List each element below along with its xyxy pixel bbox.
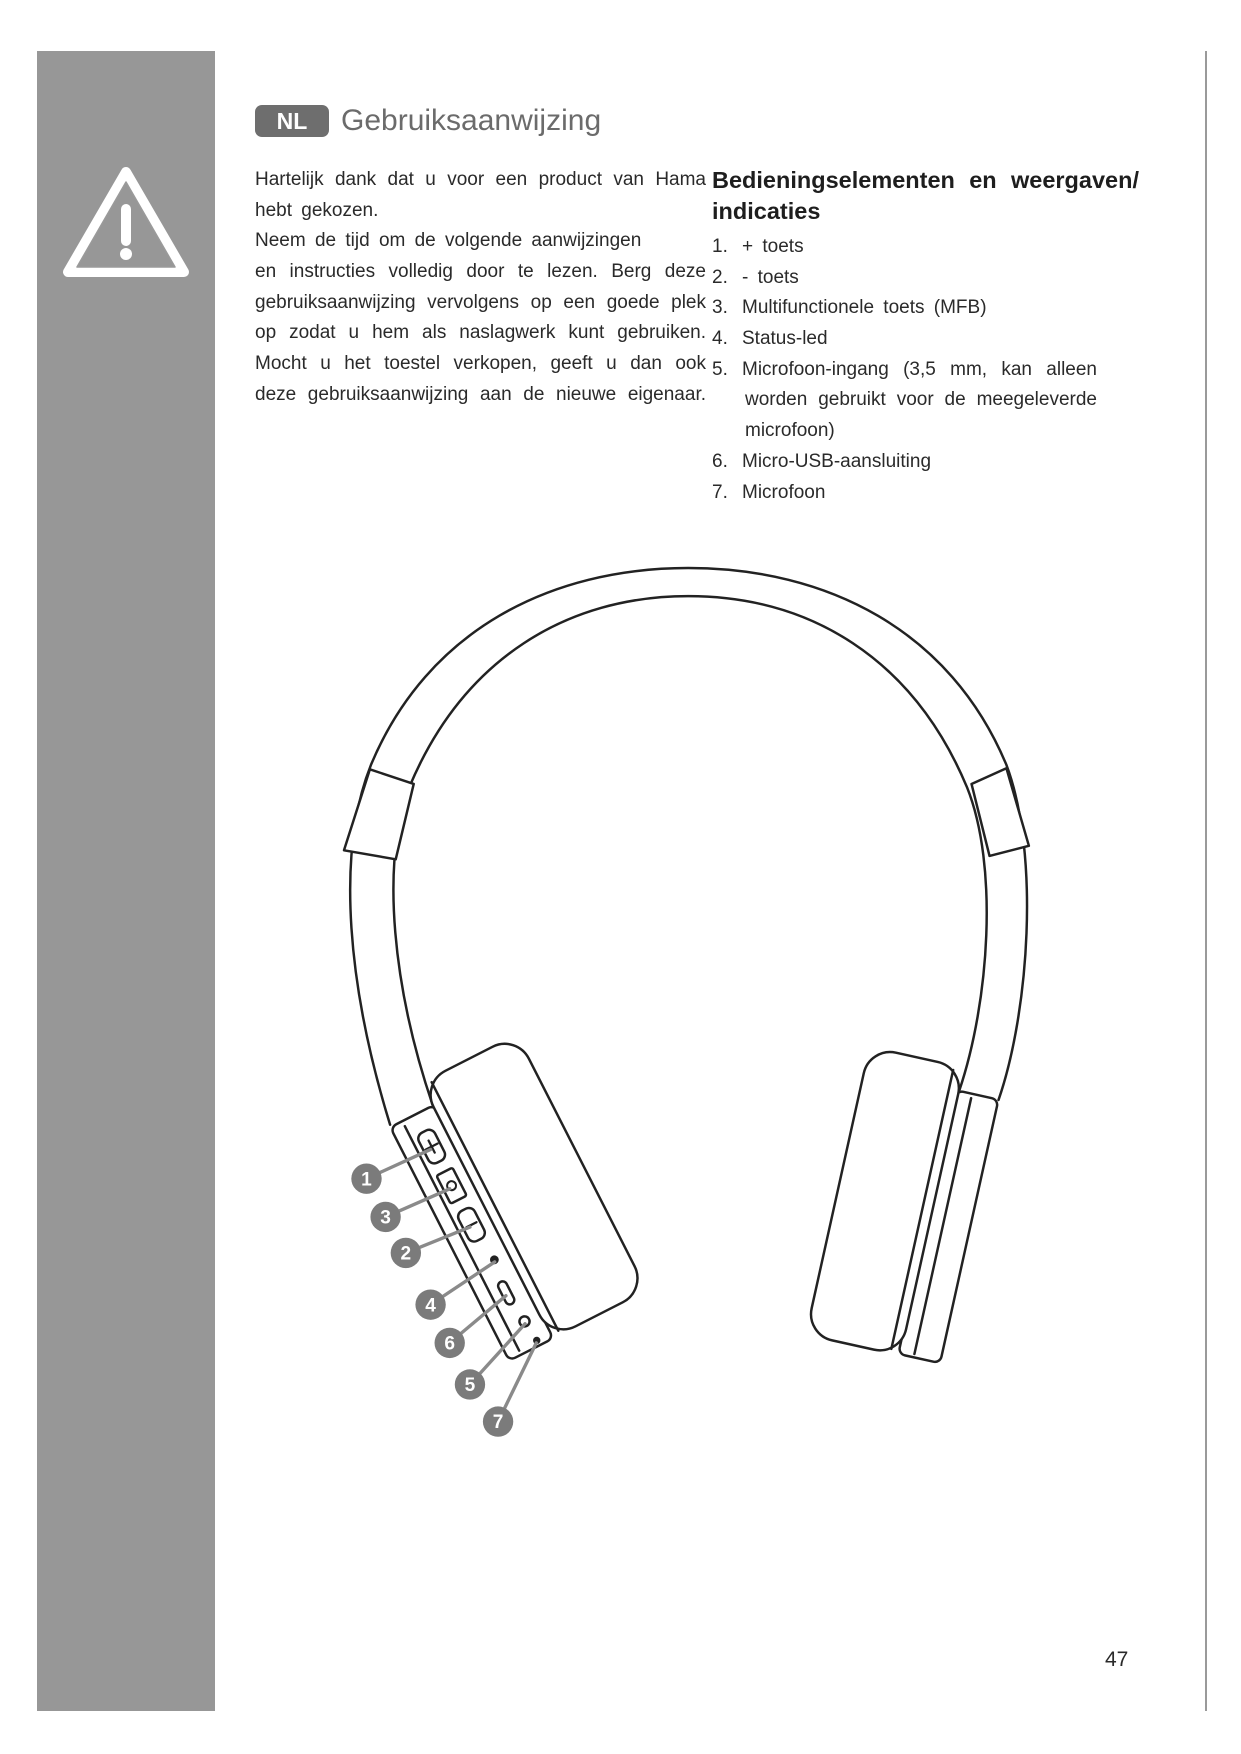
- list-item-text: [742, 355, 1097, 447]
- list-item-number: 7.: [712, 481, 728, 503]
- headband-inner-edge: [393, 596, 986, 1105]
- callout-number: 3: [380, 1207, 391, 1229]
- callout-number: 5: [464, 1375, 476, 1397]
- list-item-text: [742, 293, 1097, 324]
- callout-badge: [455, 1369, 485, 1399]
- list-item-line: Micro-USB-aansluiting: [742, 450, 932, 472]
- callout-number: 1: [361, 1169, 372, 1191]
- callout-badge: [435, 1328, 465, 1358]
- intro-line: op zodat u hem als naslagwerk kunt gebruiken.: [255, 322, 706, 344]
- list-item: [712, 447, 1102, 478]
- callout-badge: [415, 1289, 445, 1319]
- list-item: [712, 355, 1102, 447]
- right-slider-block: [972, 768, 1029, 856]
- intro-line: Neem de tijd om de volgende aanwijzingen: [255, 230, 642, 252]
- controls-heading: [712, 165, 1139, 227]
- list-item-text: [742, 263, 1097, 294]
- list-item: [712, 232, 1102, 263]
- intro-line: gebruiksaanwijzing vervolgens op een goede plek: [255, 291, 706, 313]
- list-item-text: [742, 324, 1097, 355]
- list-item-number: 3.: [712, 297, 728, 319]
- callout-number: 4: [425, 1295, 436, 1317]
- intro-line: deze gebruiksaanwijzing aan de nieuwe eigenaar.: [255, 383, 706, 405]
- headband-outer-edge: [350, 568, 1027, 1125]
- list-item-line: Microfoon-ingang (3,5 mm, kan alleen: [742, 358, 1097, 380]
- callout-number: 6: [444, 1333, 456, 1355]
- right-margin-rule: [1205, 51, 1207, 1711]
- list-item-line: Status-led: [742, 328, 828, 350]
- intro-line: en instructies volledig door te lezen. Berg deze: [255, 261, 706, 283]
- callout-badge: [351, 1164, 381, 1194]
- controls-list: [712, 232, 1102, 508]
- list-item-line: microfoon): [745, 420, 835, 442]
- intro-text: [255, 165, 706, 411]
- controls-heading-line: Bedieningselementen en weergaven/: [712, 167, 1139, 193]
- list-item-number: 2.: [712, 266, 728, 288]
- page-title: Gebruiksaanwijzing: [341, 104, 602, 137]
- gray-sidebar: [37, 51, 215, 1711]
- list-item-line: - toets: [742, 266, 799, 288]
- warning-icon: [62, 165, 190, 279]
- list-item-number: 4.: [712, 328, 728, 350]
- headphones-illustration: [326, 551, 1057, 1451]
- language-badge: NL: [255, 105, 329, 137]
- list-item: [712, 293, 1102, 324]
- list-item-number: 5.: [712, 358, 728, 380]
- list-item: [712, 263, 1102, 294]
- callout-badge: [370, 1202, 400, 1232]
- list-item: [712, 478, 1102, 509]
- controls-heading-line: indicaties: [712, 198, 821, 224]
- list-item: [712, 324, 1102, 355]
- exclamation-dot: [120, 248, 132, 260]
- list-item-number: 6.: [712, 450, 728, 472]
- intro-line: Hartelijk dank dat u voor een product van Hama: [255, 169, 706, 190]
- list-item-line: + toets: [742, 236, 804, 257]
- callout-number: 7: [492, 1412, 504, 1434]
- list-item-line: Microfoon: [742, 481, 826, 503]
- list-item-text: [742, 232, 1097, 263]
- page-number: 47: [1105, 1648, 1129, 1671]
- list-item-line: Multifunctionele toets (MFB): [742, 297, 987, 319]
- list-item-line: worden gebruikt voor de meegeleverde: [745, 389, 1097, 411]
- list-item-number: 1.: [712, 236, 728, 257]
- list-item-text: [742, 447, 1097, 478]
- list-item-text: [742, 478, 1097, 509]
- callout-number: 2: [400, 1243, 412, 1265]
- callout-badge: [391, 1238, 421, 1268]
- intro-line: Mocht u het toestel verkopen, geeft u dan ook: [255, 353, 706, 375]
- right-earcup: [806, 1047, 1004, 1364]
- intro-line: hebt gekozen.: [255, 199, 379, 221]
- callout-badge: [483, 1406, 513, 1436]
- left-slider-block: [344, 769, 414, 859]
